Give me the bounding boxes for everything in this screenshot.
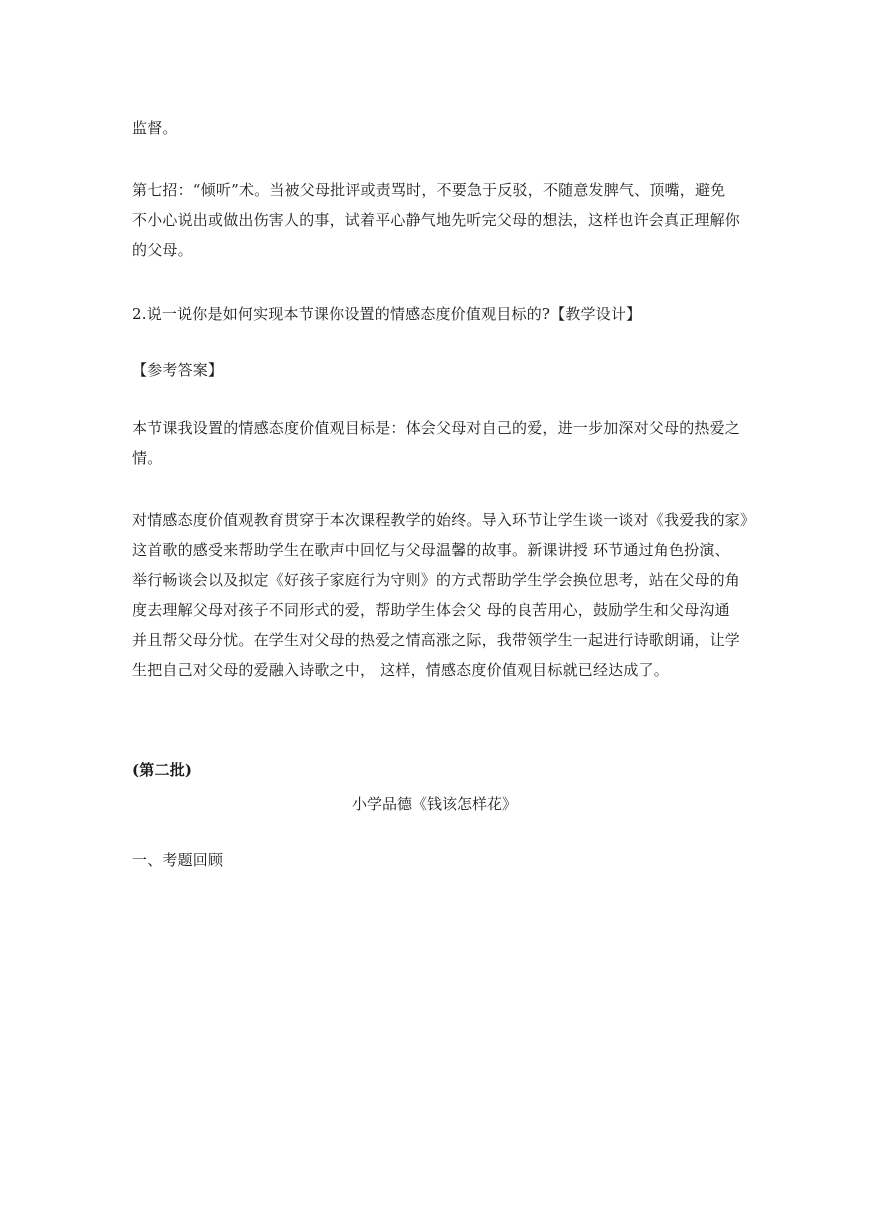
paragraph-education — [132, 505, 756, 685]
text-line: 对情感态度价值观教育贯穿于本次课程教学的始终。导入环节让学生谈一谈对《我爱我的家》 — [132, 511, 756, 529]
text-line: 不小心说出或做出伤害人的事，试着平心静气地先听完父母的想法，这样也许会真正理解你 — [132, 211, 741, 229]
text-line: 2.说一说你是如何实现本节课你设置的情感态度价值观目标的?【教学设计】 — [132, 305, 642, 323]
text-line: 度去理解父母对孩子不同形式的爱，帮助学生体会父 母的良苦用心，鼓励学生和父母沟通 — [132, 601, 730, 619]
text-line: 【参考答案】 — [132, 361, 224, 379]
text-line: 第七招：“倾听”术。当被父母批评或责骂时，不要急于反驳，不随意发脾气、顶嘴，避免 — [132, 181, 726, 199]
text-line: 情。 — [132, 449, 163, 467]
text-line: 监督。 — [132, 119, 178, 137]
question-2 — [132, 299, 740, 329]
text-line: 生把自己对父母的爱融入诗歌之中， 这样，情感态度价值观目标就已经达成了。 — [132, 661, 669, 679]
text-line: 本节课我设置的情感态度价值观目标是：体会父母对自己的爱，进一步加深对父母的热爱之 — [132, 419, 741, 437]
text-line: 并且帮父母分忧。在学生对父母的热爱之情高涨之际，我带领学生一起进行诗歌朗诵，让学 — [132, 631, 741, 649]
paragraph-goal — [132, 413, 740, 473]
paragraph-seventh-tip — [132, 175, 740, 265]
batch-label: (第二批) — [132, 761, 193, 779]
text-line: 举行畅谈会以及拟定《好孩子家庭行为守则》的方式帮助学生学会换位思考，站在父母的角 — [132, 571, 741, 589]
lesson-title: 小学品德《钱该怎样花》 — [351, 795, 517, 813]
text-line: 的父母。 — [132, 241, 193, 259]
paragraph-supervise — [132, 113, 740, 143]
section-heading: 一、考题回顾 — [132, 851, 224, 869]
reference-answer-label — [132, 355, 740, 385]
text-line: 这首歌的感受来帮助学生在歌声中回忆与父母温馨的故事。新课讲授 环节通过角色扮演、 — [132, 541, 730, 559]
